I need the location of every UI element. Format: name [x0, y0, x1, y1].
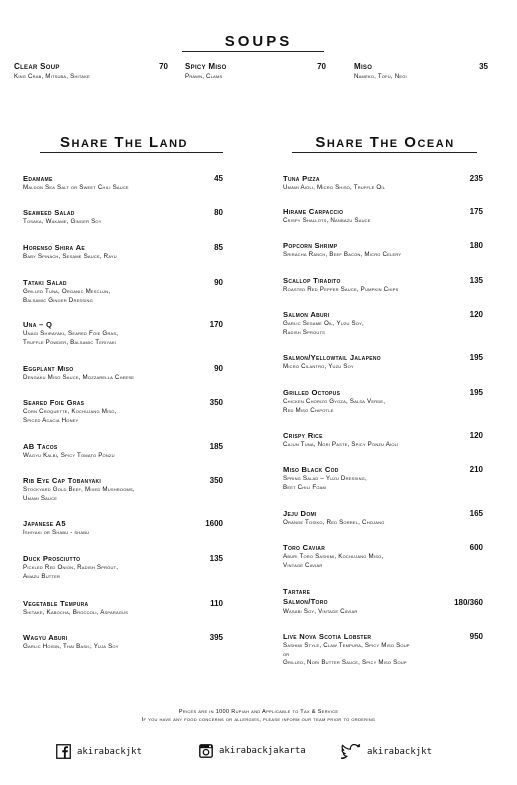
- item-description: Chicken Chorizo Gyoza, Salsa Verde, Red Miso Chipotle: [283, 398, 386, 414]
- item-name: Live Nova Scotia Lobster: [283, 632, 372, 641]
- item-price: 170: [209, 320, 223, 329]
- item-price: 195: [469, 353, 483, 362]
- item-name: Miso Black Cod: [283, 465, 339, 474]
- item-name: Spicy Miso: [185, 62, 227, 71]
- menu-item: [283, 388, 483, 415]
- menu-item: [283, 241, 483, 260]
- menu-item: [23, 476, 223, 503]
- menu-item: [283, 543, 483, 570]
- item-description: Tosaka, Wakame, Ginger Soy: [23, 218, 102, 225]
- item-description: Aburi Toro Sashimi, Kochujang Miso, Vintage Caviar: [283, 553, 384, 569]
- item-name: AB Tacos: [23, 442, 58, 451]
- pricing-note: Prices are in 1000 Rupiah and Applicable to Tax & Service: [178, 709, 339, 715]
- menu-item: [23, 554, 223, 581]
- menu-item: [23, 442, 223, 461]
- item-name: Una – Q: [23, 320, 53, 329]
- item-price: 350: [209, 398, 223, 407]
- item-name: Grilled Octopus: [283, 388, 341, 397]
- item-description: Corn Croquette, Kochujang Miso, Spiced Acacia Honey: [23, 408, 117, 424]
- item-description: Garlic Sesame Oil, Yuzu Soy, Radish Sprouts: [283, 320, 364, 336]
- item-price: 1600: [205, 519, 223, 528]
- item-name: Popcorn Shrimp: [283, 241, 338, 250]
- item-price: 85: [214, 243, 223, 252]
- menu-item: [283, 207, 483, 226]
- item-name: Seared Foie Gras: [23, 398, 85, 407]
- item-description: Shitake, Kabocha, Broccoli, Asparagus: [23, 609, 129, 616]
- item-name: Horenso Shira Ae: [23, 243, 85, 252]
- twitter-handle: akirabackjkt: [367, 746, 433, 757]
- item-name: Tataki Salad: [23, 278, 67, 287]
- item-name: Crispy Rice: [283, 431, 323, 440]
- item-name: Miso: [354, 62, 373, 71]
- item-price: 185: [209, 442, 223, 451]
- item-name: Tuna Pizza: [283, 174, 320, 183]
- item-description: Orange Tosiko, Red Sorrel, Chojang: [283, 519, 385, 526]
- item-description: Micro Cilantro, Yuzu Soy: [283, 363, 354, 370]
- menu-item: [283, 465, 483, 492]
- facebook-handle: akirabackjkt: [77, 746, 143, 757]
- menu-item: [23, 599, 223, 618]
- item-price: 350: [209, 476, 223, 485]
- item-description: Baby Spinach, Sesame Sauce, Rayu: [23, 253, 117, 260]
- item-name: Jeju Domi: [283, 509, 317, 518]
- item-description: Ishiyaki or Shabu - shabu: [23, 529, 90, 536]
- item-description: Nameko, Tofu, Negi: [354, 73, 407, 80]
- item-description: Wagyu Kalbi, Spicy Tomato Ponzu: [23, 452, 115, 459]
- social-instagram[interactable]: [199, 744, 306, 758]
- menu-item: [283, 632, 483, 668]
- menu-item: [23, 320, 223, 347]
- item-description: Roasted Red Pepper Sauce, Pumpkin Chips: [283, 286, 399, 293]
- item-price: 120: [469, 431, 483, 440]
- menu-item: [14, 62, 168, 80]
- instagram-handle: akirabackjakarta: [219, 746, 306, 756]
- instagram-icon: [199, 744, 213, 758]
- item-price: 235: [469, 174, 483, 183]
- facebook-icon: [56, 744, 71, 759]
- item-description: Prawn, Clams: [185, 73, 223, 80]
- item-description: Maldon Sea Salt or Sweet Chili Sauce: [23, 184, 129, 191]
- menu-item: [23, 208, 223, 227]
- item-description: King Crab, Mitsuba, Shitake: [14, 73, 90, 80]
- item-price: 80: [214, 208, 223, 217]
- item-price: 210: [469, 465, 483, 474]
- menu-item: [283, 310, 483, 337]
- ocean-section-title: Share The Ocean: [315, 134, 455, 151]
- ocean-divider: [292, 152, 477, 153]
- item-name: Clear Soup: [14, 62, 60, 71]
- item-description: Spring Salad – Yuzu Dressing, Beet Chili Foam: [283, 475, 367, 491]
- item-description: Umami Aioli, Micro Shiso, Truffle Oil: [283, 184, 386, 191]
- item-name: Toro Caviar: [283, 543, 326, 552]
- item-description: Stockyard Gold Beef, Mixed Mushrooms, Umami Sauce: [23, 486, 135, 502]
- menu-item: [23, 243, 223, 262]
- allergy-note: If you have any food concerns or allergies, please inform our team prior to ordering: [141, 717, 376, 723]
- menu-item: [23, 633, 223, 652]
- item-name: Wagyu Aburi: [23, 633, 68, 642]
- menu-item: [283, 431, 483, 450]
- item-price: 600: [469, 543, 483, 552]
- item-description: Grilled Tuna, Organic Mesclun, Balsamic Ginger Dressing: [23, 288, 111, 304]
- item-description: Dengaku Miso Sauce, Mozzarella Cheese: [23, 374, 135, 381]
- item-price: 175: [469, 207, 483, 216]
- item-name: Tartare Salmon/Toro: [283, 587, 328, 606]
- menu-item: [283, 353, 483, 372]
- item-price: 180: [469, 241, 483, 250]
- menu-item: [283, 276, 483, 295]
- item-description: Unagi Shirayaki, Seared Foie Gras, Truffle Powder, Balsamic Teriyaki: [23, 330, 119, 346]
- item-name: Hirame Carpaccio: [283, 207, 344, 216]
- social-twitter[interactable]: [341, 744, 432, 759]
- menu-item: [23, 398, 223, 425]
- menu-item: [23, 519, 223, 538]
- item-price: 395: [209, 633, 223, 642]
- item-name: Japanese A5: [23, 519, 66, 528]
- soups-divider: [182, 51, 324, 52]
- menu-item: [23, 174, 223, 193]
- item-price: 35: [479, 62, 488, 71]
- menu-item: [283, 509, 483, 528]
- menu-item: [283, 587, 483, 617]
- menu-item: [23, 364, 223, 383]
- item-price: 110: [210, 599, 223, 608]
- menu-item: [23, 278, 223, 305]
- item-name: Vegetable Tempura: [23, 599, 89, 608]
- item-name: Scallop Tiradito: [283, 276, 341, 285]
- item-name: Eggplant Miso: [23, 364, 74, 373]
- item-description: Garlic Hoisin, Thai Basil, Yuja Soy: [23, 643, 119, 650]
- item-description: Wasabi Soy, Vintage Caviar: [283, 608, 358, 615]
- item-price: 70: [159, 62, 168, 71]
- item-price: 120: [469, 310, 483, 319]
- item-description: Sriracha Ranch, Beef Bacon, Micro Celery: [283, 251, 402, 258]
- item-name: Edamame: [23, 174, 53, 183]
- twitter-icon: [341, 744, 361, 759]
- item-name: Rib Eye Cap Tobanyaki: [23, 476, 102, 485]
- soups-title: SOUPS: [224, 33, 293, 50]
- menu-item: [354, 62, 488, 80]
- item-name: Duck Prosciutto: [23, 554, 81, 563]
- social-facebook[interactable]: [56, 744, 142, 759]
- item-price: 90: [214, 364, 223, 373]
- item-price: 135: [469, 276, 483, 285]
- land-section-title: Share The Land: [60, 134, 188, 151]
- item-price: 950: [469, 632, 483, 641]
- land-divider: [40, 152, 223, 153]
- item-price: 165: [469, 509, 483, 518]
- item-price: 135: [209, 554, 223, 563]
- item-price: 195: [469, 388, 483, 397]
- menu-item: [185, 62, 326, 80]
- item-price: 45: [214, 174, 223, 183]
- item-description: Crispy Shallots, Nanbazu Sauce: [283, 217, 371, 224]
- item-description: Cajun Tuna, Nori Paste, Spicy Ponzu Aioli: [283, 441, 399, 448]
- item-price: 70: [317, 62, 326, 71]
- item-price: 90: [214, 278, 223, 287]
- item-name: Salmon/Yellowtail Jalapeno: [283, 353, 381, 362]
- item-price: 180/360: [454, 598, 483, 607]
- item-name: Seaweed Salad: [23, 208, 75, 217]
- menu-item: [283, 174, 483, 193]
- item-description: Pickled Red Onion, Radish Sprout, Amazu Butter: [23, 564, 119, 580]
- item-description: Sashimi Style, Claw Tempura, Spicy Miso Soup or Grilled, Nori Butter Sauce, Spicy Miso Soup: [283, 642, 410, 667]
- item-name: Salmon Aburi: [283, 310, 330, 319]
